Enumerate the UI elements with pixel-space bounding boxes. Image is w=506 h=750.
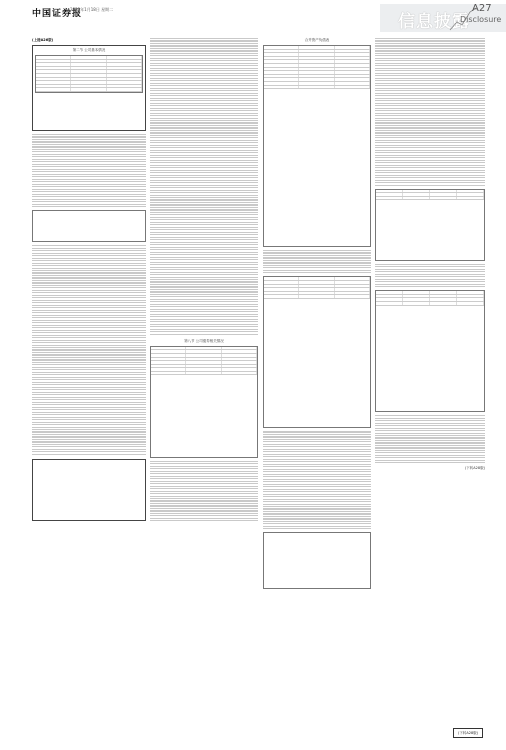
company-info-table [35, 55, 143, 93]
company-info-box [32, 45, 146, 131]
col1-small-table [32, 210, 146, 242]
column-2-body-text [150, 38, 258, 335]
continuation-heading: (上接A26版) [32, 38, 54, 42]
page-number: A27 [472, 3, 492, 14]
company-info-title: 第二节 公司基本情况 [72, 48, 106, 52]
col4-table-1 [375, 189, 485, 261]
col4-table-2 [375, 290, 485, 412]
col3-table-2 [263, 276, 371, 428]
newspaper-logo: 中国证券报 [32, 9, 83, 19]
column-3-body-text-2 [263, 431, 371, 529]
column-4 [375, 38, 485, 738]
section-title: 信息披露 [398, 12, 470, 32]
column-1-body-text-2 [32, 245, 146, 455]
issue-date: 2022年1月18日 星期二 [70, 7, 114, 12]
column-4-body-text-3 [375, 415, 485, 463]
section-english: Disclosure [460, 15, 502, 24]
column-1 [32, 38, 146, 738]
column-2-body-text-2 [150, 461, 258, 522]
col2-bond-table [150, 346, 258, 458]
col3-table-3 [263, 532, 371, 589]
col2-mid-title: 第八节 公司债券相关情况 [184, 338, 224, 343]
col3-top-title: 合并资产负债表 [304, 38, 330, 42]
column-3 [263, 38, 371, 738]
column-1-body-text [32, 134, 146, 207]
column-3-body-text [263, 250, 371, 273]
column-4-body-text-2 [375, 264, 485, 287]
continued-label: (下转A28版) [464, 466, 485, 471]
col1-bottom-box [32, 459, 146, 521]
masthead [0, 0, 506, 34]
continued-box: (下转A28版) [453, 728, 483, 738]
column-2 [150, 38, 258, 738]
column-4-body-text [375, 38, 485, 186]
balance-sheet-table [263, 45, 371, 247]
